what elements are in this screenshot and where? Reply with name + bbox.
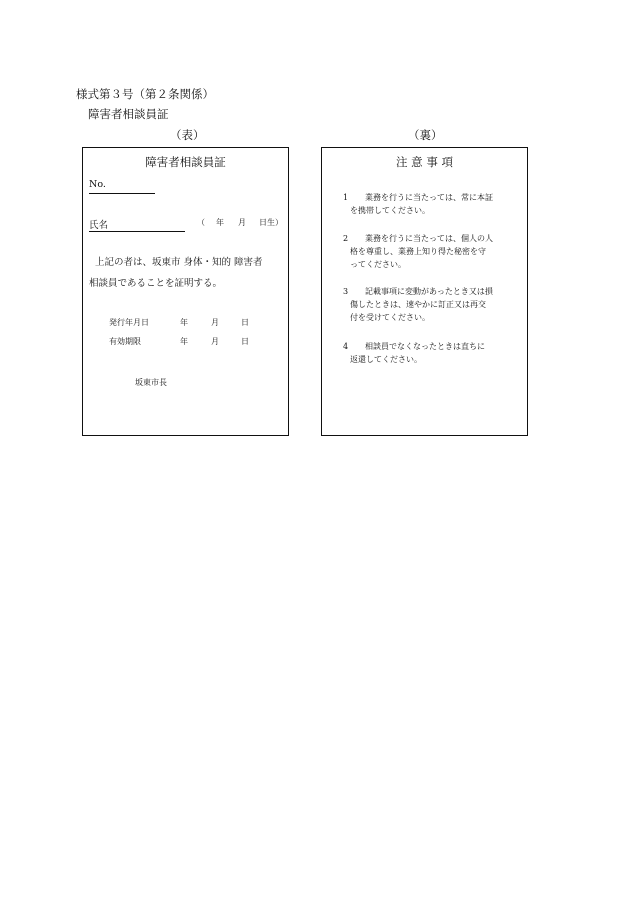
- back-card: [321, 147, 528, 436]
- notice-number: 1: [343, 193, 349, 202]
- front-side-label: （表）: [170, 128, 205, 142]
- validity-day-label: 日: [241, 337, 249, 346]
- validity-month-label: 月: [211, 337, 219, 346]
- certification-line-1: 上記の者は、坂東市 身体・知的 障害者: [95, 257, 263, 268]
- notice-text-line: 業務を行うに当たっては、個人の人: [365, 234, 493, 243]
- notice-text-line: 傷したときは、速やかに訂正又は再交: [350, 300, 486, 309]
- birth-day-label: 日生）: [259, 218, 283, 227]
- notice-text-line: 格を尊重し、業務上知り得た秘密を守: [350, 247, 486, 256]
- birth-month-label: 月: [238, 218, 246, 227]
- birth-year-label: 年: [216, 218, 224, 227]
- front-card: [82, 147, 289, 436]
- notice-text-line: を携帯してください。: [350, 206, 430, 215]
- certification-line-2: 相談員であることを証明する。: [89, 278, 223, 289]
- form-number: 様式第３号（第２条関係）: [76, 87, 214, 101]
- issue-month-label: 月: [211, 318, 219, 327]
- notice-text-line: 相談員でなくなったときは直ちに: [365, 342, 485, 351]
- name-label: 氏名: [89, 217, 185, 232]
- name-field: [89, 213, 185, 232]
- notice-text-line: 付を受けてください。: [350, 313, 430, 322]
- notice-text-line: 業務を行うに当たっては、常に本証: [365, 193, 493, 202]
- notice-number: 4: [343, 342, 349, 351]
- validity-year-label: 年: [180, 337, 188, 346]
- issue-date-label: 発行年月日: [109, 318, 149, 327]
- number-label: No.: [89, 179, 155, 194]
- front-card-title: 障害者相談員証: [145, 155, 226, 169]
- notice-number: 3: [343, 287, 349, 296]
- validity-label: 有効期限: [109, 337, 141, 346]
- issue-day-label: 日: [241, 318, 249, 327]
- back-side-label: （裏）: [408, 128, 443, 142]
- issuer-name: 坂東市長: [135, 378, 167, 387]
- back-card-title: 注 意 事 項: [396, 155, 453, 169]
- number-field: [89, 175, 155, 194]
- notice-number: 2: [343, 234, 349, 243]
- notice-text-line: ってください。: [350, 260, 406, 269]
- document-title: 障害者相談員証: [88, 107, 169, 121]
- notice-text-line: 記載事項に変動があったとき又は損: [365, 287, 493, 296]
- birth-paren-open: （: [197, 218, 205, 227]
- notice-text-line: 返還してください。: [350, 355, 422, 364]
- issue-year-label: 年: [180, 318, 188, 327]
